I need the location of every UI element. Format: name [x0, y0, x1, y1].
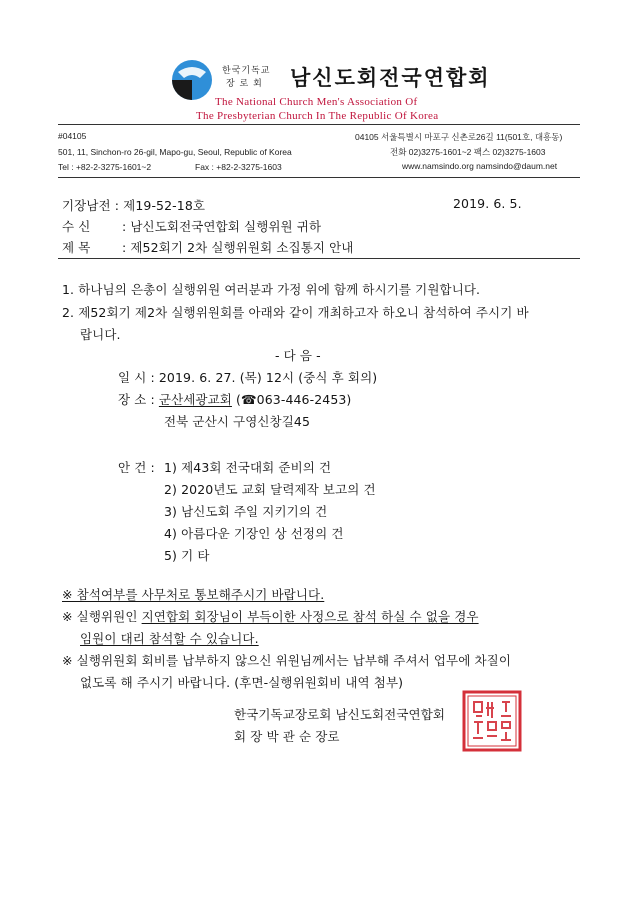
subject-label: 제 목: [62, 240, 91, 255]
document-number: 기장남전 : 제19-52-18호: [62, 198, 206, 213]
agenda-item: 1) 제43회 전국대회 준비의 건: [164, 460, 332, 475]
recipient-label: 수 신: [62, 219, 91, 234]
paragraph-2-line-1: 2. 제52회기 제2차 실행위원회를 아래와 같이 개최하고자 하오니 참석하여 주시기 바: [62, 305, 529, 320]
tel-en: Tel : +82-2-3275-1601~2: [58, 162, 152, 172]
header-divider: [58, 124, 580, 125]
tel-fax-ko: 전화 02)3275-1601~2 팩스 02)3275-1603: [390, 147, 546, 157]
association-logo: [170, 58, 214, 102]
note-proxy-line-2: 임원이 대리 참석할 수 있습니다.: [80, 631, 259, 646]
note-proxy-underlined: 지연합회 회장님이 부득이한 사정으로 참석 하실 수 없을 경우: [141, 609, 479, 624]
agenda-item: 5) 기 타: [164, 548, 210, 563]
meeting-place: [118, 390, 351, 408]
meeting-datetime: 일 시 : 2019. 6. 27. (목) 12시 (중식 후 회의): [118, 370, 378, 385]
signer-organization: 한국기독교장로회 남신도회전국연합회: [234, 707, 446, 722]
official-seal-stamp: [462, 690, 522, 752]
note-proxy-prefix: ※ 실행위원인: [62, 609, 142, 624]
signer-title: 회 장 박 관 순 장로: [234, 729, 340, 744]
note-fee-line-2: 없도록 해 주시기 바랍니다. (후면-실행위원회비 내역 첨부): [80, 675, 404, 690]
agenda-item: 2) 2020년도 교회 달력제작 보고의 건: [164, 482, 376, 497]
web-email: www.namsindo.org namsindo@daum.net: [402, 161, 558, 171]
agenda-item: 4) 아름다운 기장인 상 선정의 건: [164, 526, 344, 541]
paragraph-2-line-2: 랍니다.: [80, 327, 121, 342]
place-address: 전북 군산시 구영신창길45: [164, 414, 311, 429]
postal-code-en: #04105: [58, 131, 87, 141]
place-phone: (☎063-446-2453): [231, 392, 352, 407]
note-attendance: ※ 참석여부를 사무처로 통보해주시기 바랍니다.: [62, 587, 325, 602]
paragraph-1: 1. 하나님의 은총이 실행위원 여러분과 가정 위에 함께 하시기를 기원합니다.: [62, 282, 481, 297]
agenda-label: 안 건 :: [118, 460, 155, 475]
recipient: : 남신도회전국연합회 실행위원 귀하: [122, 219, 322, 234]
below-heading: - 다 음 -: [275, 348, 321, 363]
org-small-line-1: 한국기독교: [222, 66, 271, 76]
document-date: 2019. 6. 5.: [453, 196, 522, 211]
agenda-item: 3) 남신도회 주일 지키기의 건: [164, 504, 328, 519]
note-proxy-line-1: [62, 607, 479, 625]
fax-en: Fax : +82-2-3275-1603: [195, 162, 282, 172]
address-ko: 04105 서울특별시 마포구 신촌로26길 11(501호, 대흥동): [355, 132, 563, 142]
meta-divider: [58, 258, 580, 259]
org-name: 남신도회전국연합회: [290, 65, 491, 90]
address-en: 501, 11, Sinchon-ro 26-gil, Mapo-gu, Seoul, Republic of Korea: [58, 147, 292, 157]
place-name: 군산세광교회: [158, 392, 232, 407]
place-label: 장 소 :: [118, 392, 159, 407]
subject: : 제52회기 2차 실행위원회 소집통지 안내: [122, 240, 354, 255]
english-name-line-1: The National Church Men's Association Of: [215, 96, 418, 108]
english-name-line-2: The Presbyterian Church In The Republic Of Korea: [196, 110, 439, 122]
org-small-line-2: 장 로 회: [226, 79, 263, 89]
note-fee-line-1: ※ 실행위원회 회비를 납부하지 않으신 위원님께서는 납부해 주셔서 업무에 차질이: [62, 653, 512, 668]
contact-divider: [58, 177, 580, 178]
